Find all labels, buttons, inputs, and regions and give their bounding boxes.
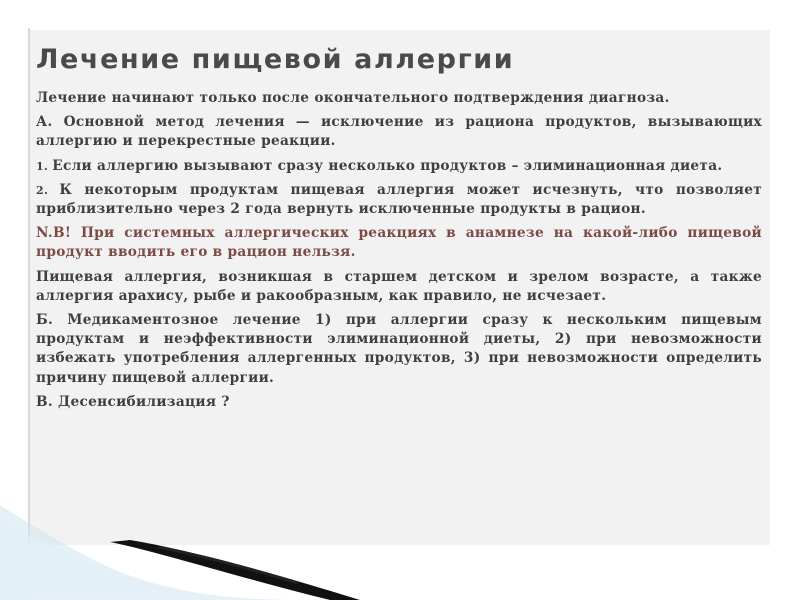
slide-body <box>36 89 762 417</box>
paragraph-marker: 2. <box>36 183 60 197</box>
paragraph-nb <box>36 224 762 262</box>
paragraph-text: Основной метод лечения — исключение из рациона продуктов, вызывающих аллергию и перекрестные реакции. <box>36 114 762 150</box>
paragraph-2 <box>36 181 762 219</box>
paragraph-text: N.B! При системных аллергических реакциях в анамнезе на какой-либо пищевой продукт вводить его в рацион нельзя. <box>36 225 762 261</box>
paragraph-intro <box>36 89 762 108</box>
paragraph-marker: 1. <box>36 159 53 173</box>
paragraph-text: Б. Медикаментозное лечение 1) при аллергии сразу к нескольким пищевым продуктам и неэффективности элиминационной диеты, 2) при невозможности избежать употребления аллергенных продуктов, 3) при невозможности определить причину пищевой аллергии. <box>36 312 762 386</box>
paragraph-1 <box>36 157 762 176</box>
slide-title: Лечение пищевой аллергии <box>36 44 515 75</box>
paragraph-text: В. Десенсибилизация ? <box>36 393 230 410</box>
paragraph-a <box>36 113 762 151</box>
paragraph-text: Пищевая аллергия, возникшая в старшем детском и зрелом возрасте, а также аллергия арахису, рыбе и ракообразным, как правило, не исчезает. <box>36 268 762 304</box>
paragraph-text: Если аллергию вызывают сразу несколько продуктов – элиминационная диета. <box>52 157 723 174</box>
paragraph-age <box>36 268 762 306</box>
paragraph-marker: А. <box>36 114 64 131</box>
slide-decoration <box>0 500 800 600</box>
paragraph-b <box>36 311 762 388</box>
paragraph-text: Лечение начинают только после окончательного подтверждения диагноза. <box>36 90 670 106</box>
paragraph-text: К некоторым продуктам пищевая аллергия может исчезнуть, что позволяет приблизительно через 2 года вернуть исключенные продукты в рацион. <box>36 181 762 218</box>
paragraph-v <box>36 393 762 412</box>
